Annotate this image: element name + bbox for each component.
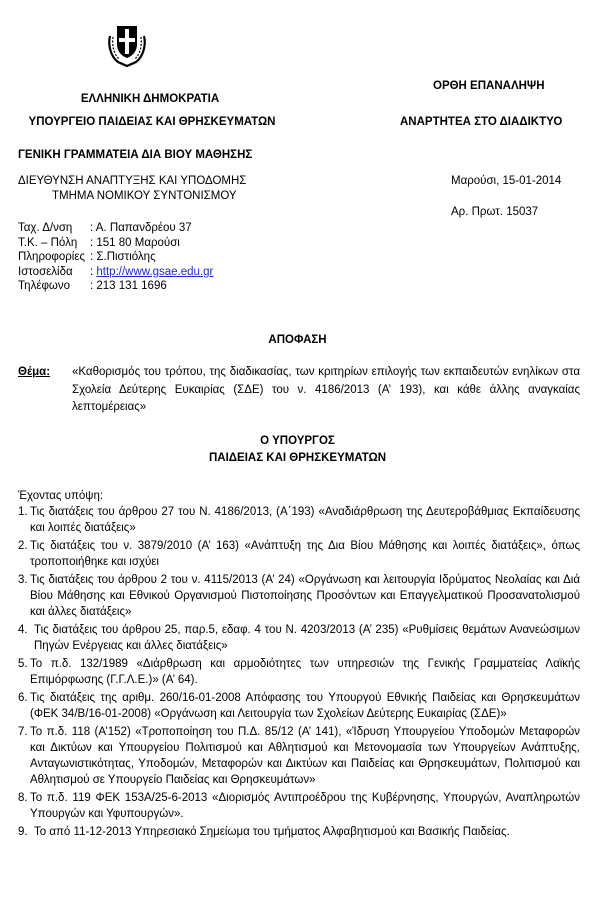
subject-text: «Καθορισμός του τρόπου, της διαδικασίας, των κριτηρίων επιλογής των εκπαιδευτών ενηλίκων στα Σχολεία Δεύτερης Ευκαιρίας (ΣΔΕ) του ν. 4186/2013 (Α’ 193), και κάθε άλλης αναγκαίας λεπτομέρειας» — [72, 366, 580, 413]
contact-row — [18, 236, 213, 251]
subject-label: Θέμα: — [18, 366, 51, 378]
contact-row — [18, 221, 213, 236]
item-text: Τις διατάξεις της αριθμ. 260/16-01-2008 Απόφασης του Υπουργού Εθνικής Παιδείας και Θρησκευμάτων (ΦΕΚ 34/Β/16-01-2008) «Οργάνωση και Λειτουργία των Σχολείων Δεύτερης Ευκαιρίας (ΣΔΕ)» — [30, 691, 580, 720]
item-text: Το π.δ. 118 (Α’152) «Τροποποίηση του Π.Δ. 85/12 (Α’ 141), «Ίδρυση Υπουργείου Υποδομών Μεταφορών και Δικτύων και Υπουργείου Πολιτισμού και Αθλητισμού και Μετονομασία των Υπουργείων Ανάπτυξης, Ανταγωνιστικότητας, Υποδομών, Μεταφορών και Δικτύων και Παιδείας και Θρησκευμάτων, Πολιτισμού και Αθλητισμού σε Υπουργείο Παιδείας και Θρησκευμάτων» — [30, 725, 580, 787]
list-item — [18, 656, 580, 688]
subject-block — [18, 364, 580, 417]
item-text: Τις διατάξεις του άρθρου 27 του Ν. 4186/2013, (Α΄193) «Αναδιάρθρωση της Δευτεροβάθμιας Εκπαίδευσης και λοιπές διατάξεις» — [30, 506, 580, 535]
contact-label: Τ.Κ. – Πόλη — [18, 236, 78, 249]
contact-row — [18, 279, 213, 294]
item-text: Το π.δ. 132/1989 «Διάρθρωση και αρμοδιότητες των υπηρεσιών της Γενικής Γραμματείας Λαϊκής Επιμόρφωσης (Γ.Γ.Λ.Ε.)» (Α’ 64). — [30, 657, 580, 687]
directorate-title: ΔΙΕΥΘΥΝΣΗ ΑΝΑΠΤΥΞΗΣ ΚΑΙ ΥΠΟΔΟΜΗΣ — [18, 175, 247, 187]
ministry-title: ΥΠΟΥΡΓΕΙΟ ΠΑΙΔΕΙΑΣ ΚΑΙ ΘΡΗΣΚΕΥΜΑΤΩΝ — [28, 116, 276, 128]
list-item — [18, 824, 580, 840]
correction-label: ΟΡΘΗ ΕΠΑΝΑΛΗΨΗ — [433, 80, 545, 92]
item-number: 7. — [18, 725, 28, 738]
protocol-number: Αρ. Πρωτ. 15037 — [451, 206, 539, 218]
item-text: Το π.δ. 119 ΦΕΚ 153Α/25-6-2013 «Διορισμός Αντιπροέδρου της Κυβέρνησης, Υπουργών, Αναπληρωτών Υπουργών και Υφυπουργών». — [30, 791, 580, 821]
considerations-list — [18, 504, 580, 842]
contact-value: : Α. Παπανδρέου 37 — [90, 222, 192, 234]
list-item — [18, 538, 580, 570]
list-item — [18, 690, 580, 722]
item-number: 4. — [18, 623, 28, 636]
greek-emblem-icon — [104, 22, 150, 68]
list-item — [18, 504, 580, 536]
considering-heading: Έχοντας υπόψη: — [18, 490, 104, 502]
contact-value: : 213 131 1696 — [90, 280, 167, 292]
contact-value — [90, 265, 213, 280]
minister-subtitle: ΠΑΙΔΕΙΑΣ ΚΑΙ ΘΡΗΣΚΕΥΜΑΤΩΝ — [208, 452, 387, 464]
item-number: 9. — [18, 825, 28, 838]
list-item — [18, 572, 580, 621]
contact-row — [18, 265, 213, 280]
item-number: 1. — [18, 506, 28, 518]
item-text: Τις διατάξεις του ν. 3879/2010 (Α’ 163) «Ανάπτυξη της Δια Βίου Μάθησης και λοιπές διατάξεις», όπως τροποποιήθηκε και ισχύει — [30, 539, 580, 569]
item-text: Τις διατάξεις του άρθρου 2 του ν. 4115/2013 (Α’ 24) «Οργάνωση και λειτουργία Ιδρύματος Νεολαίας και Διά Βίου Μάθησης και Εθνικού Οργανισμού Πιστοποίησης Προσόντων και Επαγγελματικού Προσανατολισμού και άλλες διατάξεις» — [30, 573, 580, 619]
item-number: 2. — [18, 539, 28, 552]
minister-title: Ο ΥΠΟΥΡΓΟΣ — [260, 435, 335, 447]
item-text: Το από 11-12-2013 Υπηρεσιακό Σημείωμα του τμήματος Αλφαβητισμού και Βασικής Παιδείας. — [34, 825, 510, 838]
list-item — [18, 724, 580, 789]
contact-block — [18, 221, 213, 294]
contact-label: Ιστοσελίδα — [18, 265, 73, 278]
post-online-label: ΑΝΑΡΤΗΤΕΑ ΣΤΟ ΔΙΑΔΙΚΤΥΟ — [400, 116, 563, 128]
contact-label: Τηλέφωνο — [18, 280, 71, 292]
contact-value: : Σ.Πιστιόλης — [90, 251, 156, 263]
list-item — [18, 622, 580, 654]
contact-label: Πληροφορίες — [18, 251, 86, 263]
item-number: 5. — [18, 657, 28, 670]
republic-title: ΕΛΛΗΝΙΚΗ ΔΗΜΟΚΡΑΤΙΑ — [80, 93, 220, 105]
contact-colon: : — [90, 265, 97, 278]
decision-title: ΑΠΟΦΑΣΗ — [268, 334, 327, 346]
website-link[interactable]: http://www.gsae.edu.gr — [96, 265, 214, 278]
item-text: Τις διατάξεις του άρθρου 25, παρ.5, εδαφ. 4 του Ν. 4203/2013 (Α’ 235) «Ρυθμίσεις θεμάτων Ανανεώσιμων Πηγών Ενέργειας και άλλες διατάξεις» — [34, 623, 580, 653]
secretariat-title: ΓΕΝΙΚΗ ΓΡΑΜΜΑΤΕΙΑ ΔΙΑ ΒΙΟΥ ΜΑΘΗΣΗΣ — [18, 149, 253, 161]
item-number: 3. — [18, 573, 28, 586]
contact-value: : 151 80 Μαρούσι — [90, 236, 180, 249]
department-title: ΤΜΗΜΑ ΝΟΜΙΚΟΥ ΣΥΝΤΟΝΙΣΜΟΥ — [52, 190, 237, 202]
place-date: Μαρούσι, 15-01-2014 — [451, 175, 562, 187]
contact-label: Ταχ. Δ/νση — [18, 222, 73, 234]
contact-row — [18, 250, 213, 265]
list-item — [18, 790, 580, 822]
item-number: 6. — [18, 691, 28, 704]
item-number: 8. — [18, 791, 28, 804]
